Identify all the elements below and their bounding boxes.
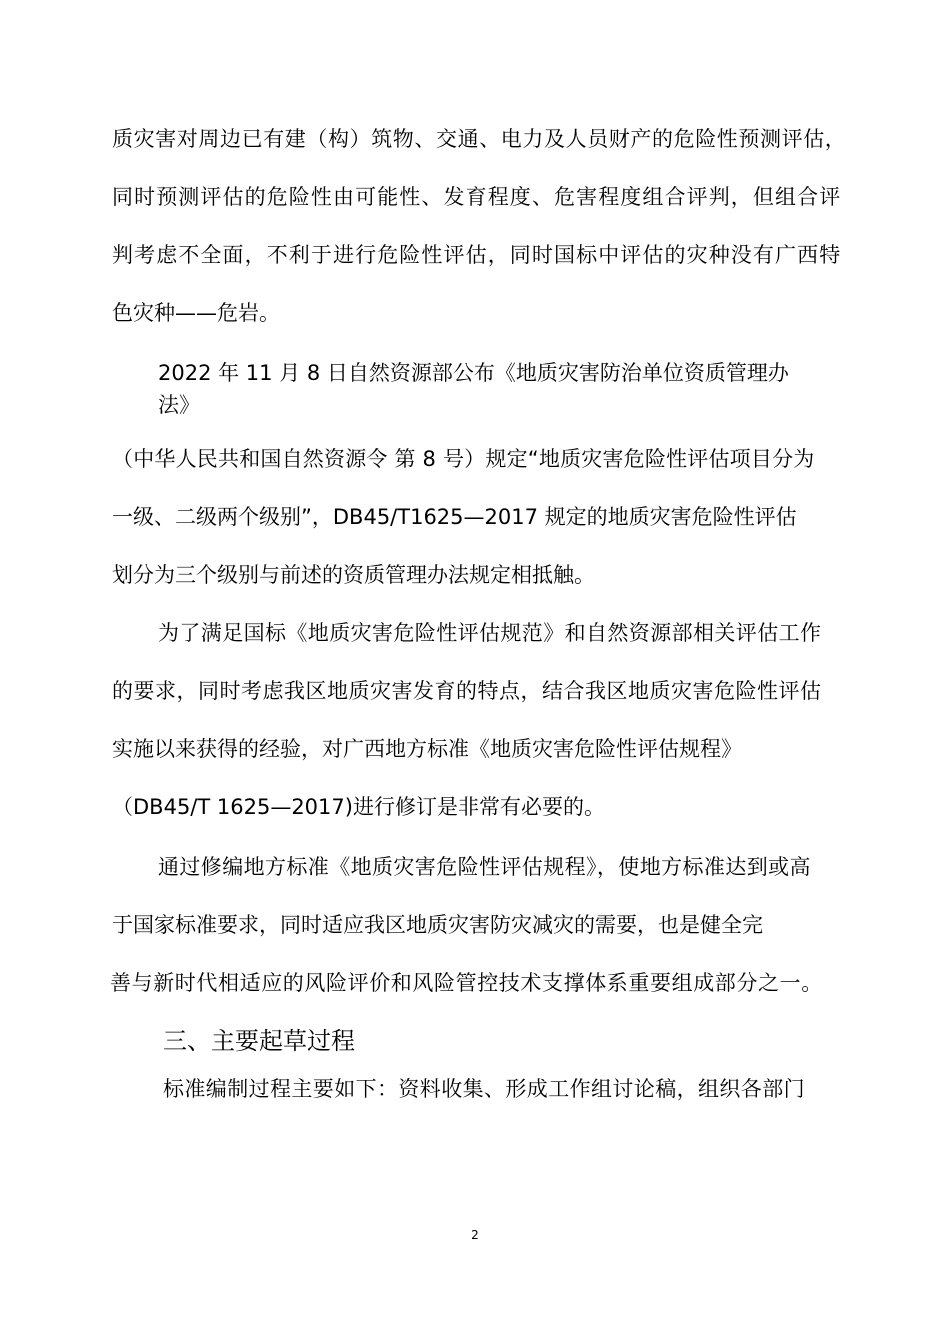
body-line: 判考虑不全面，不利于进行危险性评估，同时国标中评估的灾种没有广西特	[112, 243, 842, 267]
body-line: 于国家标准要求，同时适应我区地质灾害防灾减灾的需要，也是健全完	[112, 913, 763, 937]
body-line: 实施以来获得的经验，对广西地方标准《地质灾害危险性评估规程》	[112, 737, 742, 761]
body-line: 善与新时代相适应的风险评价和风险管控技术支撑体系重要组成部分之一。	[110, 971, 823, 995]
body-line: 色灾种——危岩。	[112, 301, 280, 325]
body-line: 标准编制过程主要如下：资料收集、形成工作组讨论稿，组织各部门	[163, 1077, 805, 1101]
body-line: （中华人民共和国自然资源令 第 8 号）规定“地质灾害危险性评估项目分为	[112, 447, 815, 471]
body-line: 划分为三个级别与前述的资质管理办法规定相抵触。	[112, 563, 595, 587]
body-line: 为了满足国标《地质灾害危险性评估规范》和自然资源部相关评估工作	[158, 621, 822, 645]
body-line: 一级、二级两个级别”，DB45/T1625—2017 规定的地质灾害危险性评估	[112, 505, 797, 529]
body-line: 2022 年 11 月 8 日自然资源部公布《地质灾害防治单位资质管理办	[158, 361, 789, 385]
body-line: 的要求，同时考虑我区地质灾害发育的特点，结合我区地质灾害危险性评估	[112, 679, 822, 703]
body-line: 质灾害对周边已有建（构）筑物、交通、电力及人员财产的危险性预测评估，	[112, 127, 847, 151]
body-line: 通过修编地方标准《地质灾害危险性评估规程》，使地方标准达到或高	[158, 855, 811, 879]
page-number: 2	[471, 1228, 479, 1242]
body-line: 法》	[158, 393, 200, 417]
body-line: 同时预测评估的危险性由可能性、发育程度、危害程度组合评判，但组合评	[112, 185, 842, 209]
body-line: （DB45/T 1625—2017)进行修订是非常有必要的。	[112, 795, 605, 819]
section-heading: 三、主要起草过程	[163, 1027, 355, 1055]
